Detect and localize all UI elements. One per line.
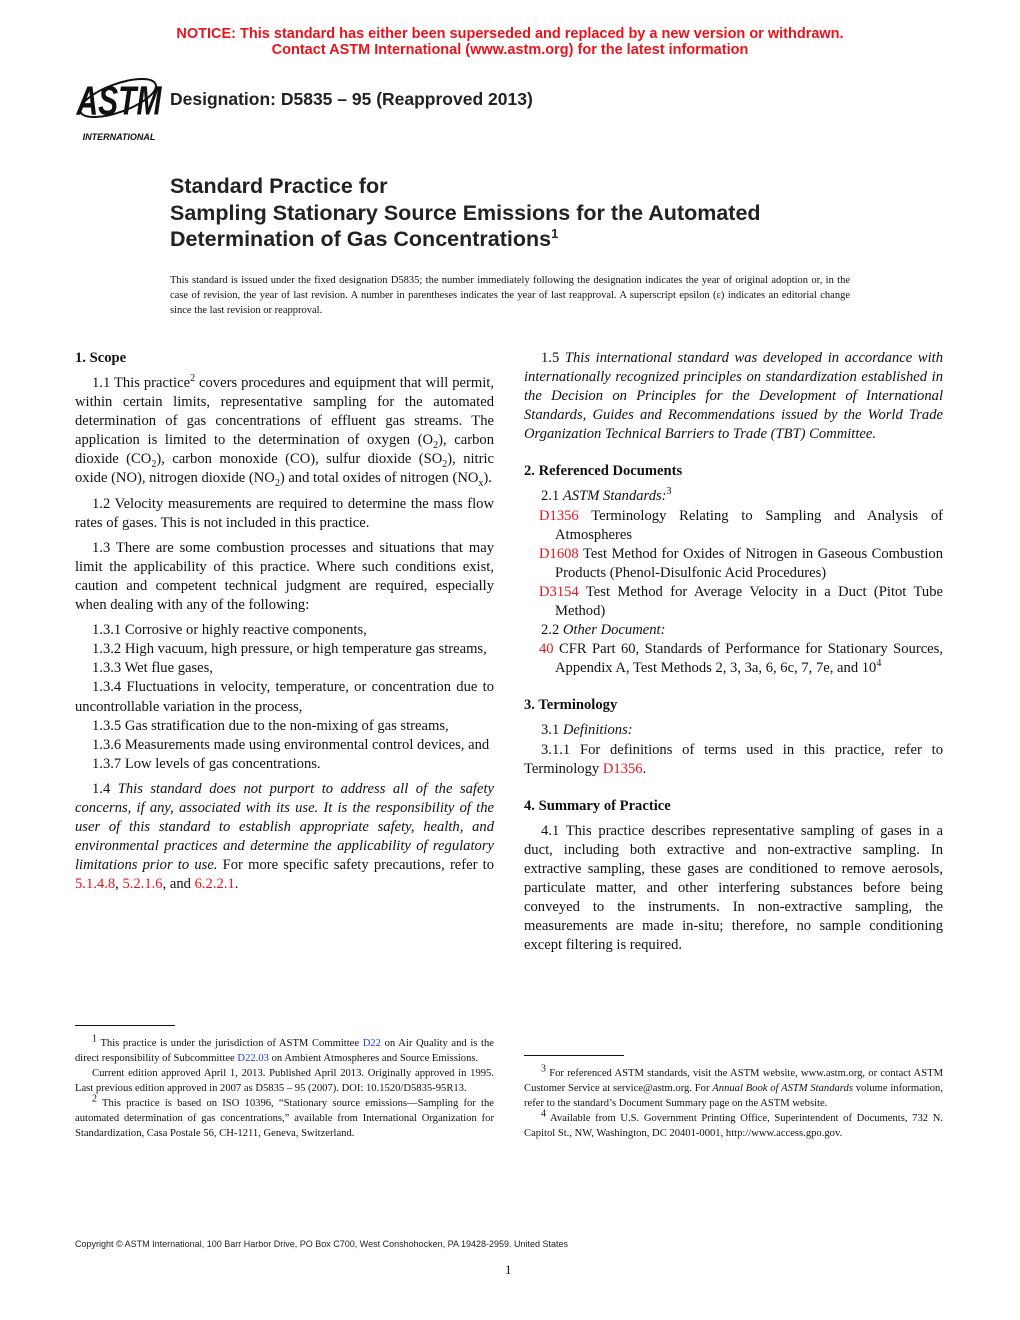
subscript: x xyxy=(478,478,484,490)
footnote xyxy=(75,1093,494,1141)
text-run: Available from U.S. Government Printing Office, Superintendent of Documents, 732 N. Capitol St., NW, Washington, DC 20401-0001, http://www.access.gpo.gov. xyxy=(524,1113,943,1139)
text-run: volume information, refer to the standard’s Document Summary page on the ASTM website. xyxy=(524,1083,943,1109)
section-heading xyxy=(524,696,943,715)
committee-link[interactable]: D22.03 xyxy=(237,1053,269,1064)
text-run: ), carbon monoxide (CO), sulfur dioxide (SO xyxy=(156,451,443,468)
title-line-3 xyxy=(170,226,761,253)
subscript: 2 xyxy=(442,459,448,471)
text-run: 3.1 xyxy=(541,722,563,739)
referenced-document xyxy=(524,545,943,583)
superscript: 1 xyxy=(92,1033,97,1045)
italic-text: This international standard was developed in accordance with internationally recognized principles on standardization established in the Decision on Principles for the Development of International Standards, Guides and Recommendations issued by the World Trade Organization Technical Barriers to Trade (TBT) Committee. xyxy=(524,350,944,443)
text-run: 2.2 xyxy=(541,622,563,639)
text-run: 1.3.1 Corrosive or highly reactive components, xyxy=(92,622,367,639)
page-number: 1 xyxy=(505,1262,512,1277)
text-run: ) and total oxides of nitrogen (NO xyxy=(279,470,479,487)
text-run: 1.5 xyxy=(541,350,565,366)
text-run: 1.3.7 Low levels of gas concentrations. xyxy=(92,755,321,772)
footnotes-right xyxy=(524,1063,943,1141)
text-run: 1.4 xyxy=(92,780,118,797)
text-run: on Air Quality and is the direct responsibility of Subcommittee xyxy=(75,1038,495,1064)
document-title xyxy=(170,173,761,253)
reference-link[interactable]: D1608 xyxy=(539,545,579,562)
text-run: , and xyxy=(162,876,195,893)
text-run: 3. Terminology xyxy=(524,697,618,714)
left-column xyxy=(75,349,494,900)
text-run: , xyxy=(115,876,123,893)
title-footnote-ref: 1 xyxy=(551,225,559,241)
superscript: 3 xyxy=(666,486,672,498)
title-line-2: Sampling Stationary Source Emissions for the Automated xyxy=(170,200,761,225)
section-heading xyxy=(75,349,494,368)
paragraph xyxy=(524,741,943,779)
text-run: CFR Part 60, Standards of Performance for Stationary Sources, Appendix A, Test Methods 2, 3, 3a, 6, 6c, 7, 7e, and 10 xyxy=(553,641,943,677)
text-run: 1.2 Velocity measurements are required to determine the mass flow rates of gases. This is not included in this practice. xyxy=(75,495,494,531)
reference-link[interactable]: 6.2.2.1 xyxy=(194,876,235,893)
text-run: 1.1 This practice xyxy=(92,375,191,391)
text-run: Test Method for Oxides of Nitrogen in Gaseous Combustion Products (Phenol-Disulfonic Acid Procedures) xyxy=(555,545,943,581)
footnote xyxy=(524,1063,943,1111)
paragraph xyxy=(75,659,494,678)
superscript: 4 xyxy=(876,658,882,670)
referenced-document xyxy=(524,507,943,545)
text-run: . xyxy=(234,876,239,893)
svg-text:INTERNATIONAL: INTERNATIONAL xyxy=(82,132,156,142)
text-run: 1.3.4 Fluctuations in velocity, temperature, or concentration due to uncontrollable variation in the process, xyxy=(75,679,494,715)
designation: Designation: D5835 – 95 (Reapproved 2013) xyxy=(170,89,533,109)
italic-text: Definitions: xyxy=(562,722,633,739)
paragraph xyxy=(75,539,494,615)
paragraph xyxy=(524,621,943,640)
subscript: 2 xyxy=(433,440,439,452)
issuance-statement: This standard is issued under the fixed designation D5835; the number immediately following the designation indicates the year of original adoption or, in the case of revision, the year of last revision. A number in parentheses indicates the year of last reapproval. A superscript epsilon (ε) indicates an editorial change since the last revision or reapproval. xyxy=(170,275,850,316)
paragraph xyxy=(75,780,494,895)
withdrawal-notice xyxy=(0,26,1020,58)
reference-link[interactable]: 40 xyxy=(539,641,554,658)
text-run: . xyxy=(642,760,647,777)
italic-text: This standard does not purport to address all of the safety concerns, if any, associated with its use. It is the responsibility of the user of this standard to establish appropriate safety, health, and environmental practices and determine the applicability of regulatory limitations prior to use. xyxy=(75,780,494,874)
footnotes-left xyxy=(75,1033,495,1141)
subscript: 2 xyxy=(151,459,157,471)
footnote xyxy=(75,1033,495,1066)
text-run: on Ambient Atmospheres and Source Emissions. xyxy=(268,1053,479,1064)
title-line-3-text: Determination of Gas Concentrations xyxy=(170,227,552,251)
paragraph xyxy=(524,721,943,740)
section-heading xyxy=(524,462,943,481)
text-run: For more specific safety precautions, refer to xyxy=(217,857,495,874)
paragraph xyxy=(524,822,943,956)
paragraph xyxy=(75,717,494,736)
footnote-divider-left xyxy=(75,1025,175,1026)
title-line-1: Standard Practice for xyxy=(170,174,388,198)
paragraph xyxy=(75,374,494,489)
text-run: 2. Referenced Documents xyxy=(524,463,683,480)
text-run: For referenced ASTM standards, visit the ASTM website, www.astm.org, or contact ASTM Customer Service at service@astm.org. For xyxy=(524,1068,943,1094)
reference-link[interactable]: 5.2.1.6 xyxy=(122,876,163,893)
section-heading xyxy=(524,797,943,816)
text-run: 2.1 xyxy=(541,488,563,505)
svg-text:ASTM: ASTM xyxy=(76,78,162,124)
footnote xyxy=(524,1108,943,1141)
committee-link[interactable]: D22 xyxy=(362,1038,381,1049)
paragraph xyxy=(75,495,494,533)
subscript: 2 xyxy=(274,478,280,490)
paragraph xyxy=(75,640,494,659)
paragraph xyxy=(524,487,943,506)
text-run: 1.3.5 Gas stratification due to the non-mixing of gas streams, xyxy=(92,717,449,734)
text-run: Terminology Relating to Sampling and Analysis of Atmospheres xyxy=(555,507,943,543)
superscript: 2 xyxy=(92,1093,97,1105)
reference-link[interactable]: D3154 xyxy=(539,583,579,600)
copyright: Copyright © ASTM International, 100 Barr Harbor Drive, PO Box C700, West Conshohocken, PA 19428-2959. United States xyxy=(75,1239,569,1249)
text-run: ), nitric oxide (NO), nitrogen dioxide (NO xyxy=(75,451,494,487)
reference-link[interactable]: 5.1.4.8 xyxy=(75,876,116,893)
footnote xyxy=(75,1066,494,1096)
right-column xyxy=(524,349,943,961)
italic-text: Annual Book of ASTM Standards xyxy=(712,1083,853,1094)
referenced-document xyxy=(524,640,943,678)
referenced-document xyxy=(524,583,943,621)
reference-link[interactable]: D1356 xyxy=(602,760,643,777)
italic-text: Other Document: xyxy=(562,622,666,639)
text-run: Test Method for Average Velocity in a Duct (Pitot Tube Method) xyxy=(555,583,943,620)
footnote-divider-right xyxy=(524,1055,624,1056)
text-run: This practice is based on ISO 10396, “Stationary source emissions—Sampling for the automated determination of gas concentrations,” available from International Organization for Standardization, Casa Postale 56, CH-1211, Geneva, Switzerland. xyxy=(75,1098,494,1139)
paragraph xyxy=(75,755,494,774)
superscript: 3 xyxy=(541,1063,546,1075)
text-run: 1.3.3 Wet flue gases, xyxy=(92,660,213,677)
astm-logo xyxy=(76,66,162,142)
text-run: 1.3.6 Measurements made using environmental control devices, and xyxy=(92,736,490,753)
reference-link[interactable]: D1356 xyxy=(539,507,579,524)
paragraph xyxy=(75,621,494,640)
text-run: Current edition approved April 1, 2013. Published April 2013. Originally approved in 1995. Last previous edition approved in 2007 as D5835 – 95 (2007). DOI: 10.1520/D5835-95R13. xyxy=(75,1068,494,1094)
text-run: 1.3.2 High vacuum, high pressure, or high temperature gas streams, xyxy=(92,641,487,658)
text-run: 3.1.1 For definitions of terms used in this practice, refer to Terminology xyxy=(524,741,943,777)
text-run: 4. Summary of Practice xyxy=(524,797,671,814)
text-run: ), carbon dioxide (CO xyxy=(75,432,494,468)
text-run: This practice is under the jurisdiction of ASTM Committee xyxy=(97,1038,363,1049)
paragraph xyxy=(75,678,494,716)
paragraph xyxy=(75,736,494,755)
text-run: 1. Scope xyxy=(75,350,127,366)
text-run: 4.1 This practice describes representative sampling of gases in a duct, including both extractive and non-extractive sampling. In extractive sampling, these gases are conditioned to remove aerosols, particulate matter, and other interfering substances before being conveyed to the instruments. In non-extractive sampling, the measurements are made in-situ; therefore, no sample conditioning except filtering is required. xyxy=(524,822,943,954)
superscript: 2 xyxy=(190,373,196,385)
text-run: 1.3 There are some combustion processes and situations that may limit the applicability of this practice. Where such conditions exist, caution and competent technical judgment are required, especially when dealing with any of the following: xyxy=(75,539,494,614)
italic-text: ASTM Standards: xyxy=(562,488,667,505)
paragraph xyxy=(524,349,943,444)
text-run: covers procedures and equipment that will permit, within certain limits, representative sampling for the automated determination of gas concentrations of effluent gas streams. The application is limited to the determination of oxygen (O xyxy=(75,375,494,449)
text-run: ). xyxy=(483,470,492,487)
notice-line-1: NOTICE: This standard has either been superseded and replaced by a new version or withdrawn. xyxy=(176,26,844,42)
superscript: 4 xyxy=(541,1108,546,1120)
notice-line-2: Contact ASTM International (www.astm.org) for the latest information xyxy=(271,42,749,58)
